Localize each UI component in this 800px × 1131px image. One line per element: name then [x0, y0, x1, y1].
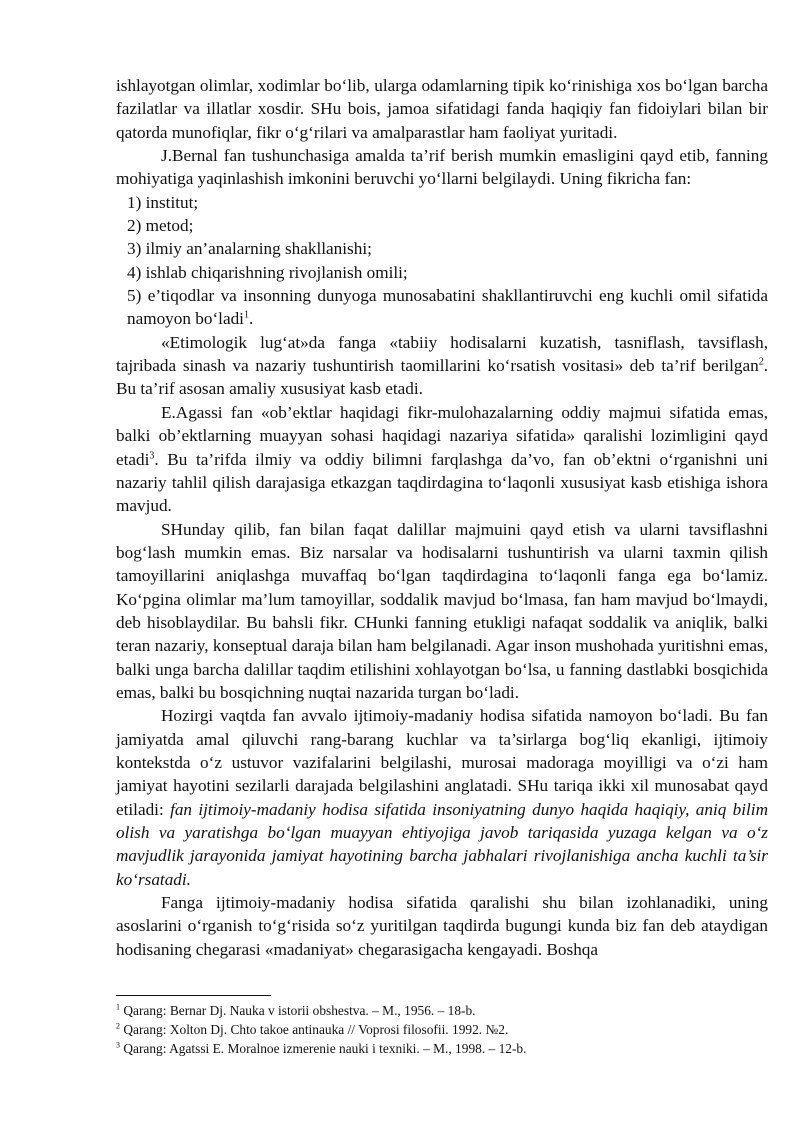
footnote-number: 3	[116, 1040, 120, 1050]
social-text: Hozirgi vaqtda fan avvalo ijtimoiy-madaniy hodisa sifatida namoyon bo‘ladi. Bu fan jamiyatda amal qiluvchi rang-barang kuchlar va ta’sirlarga bog‘liq ekanligi, ijtimoiy kontekstda o‘z ustuvor vazifalarini belgilashi, murosai madoraga moyilligi va o‘zi ham jamiyat hayotini sezilarli darajada belgilashini anglatadi. SHu tariqa ikki xil munosabat qayd etiladi:	[116, 706, 768, 819]
agassi-text: E.Agassi fan «ob’ektlar haqidagi fikr-mulohazalarning oddiy majmui sifatida emas, balki ob’ektlarning muayyan sohasi haqidagi nazariya sifatida» qaralishi lozimligini qayd etadi	[116, 402, 768, 469]
paragraph-social	[116, 704, 768, 891]
footnote-number: 1	[116, 1002, 120, 1012]
list-item: 1) institut;	[127, 192, 199, 212]
agassi-text-end: . Bu ta’rifda ilmiy va oddiy bilimni farqlashga da’vo, fan ob’ektni o‘rganishni uni nazariy tahlil qilish darajasiga etkazgan taqdirdagina to‘laqonli xususiyat kasb etishiga ishora mavjud.	[116, 449, 768, 516]
footnote-text: Qarang: Xolton Dj. Chto takoe antinauka // Voprosi filosofii. 1992. №2.	[120, 1022, 509, 1037]
footnote-ref-3: 3	[149, 449, 155, 461]
paragraph-1: ishlayotgan olimlar, xodimlar bo‘lib, ularga odamlarning tipik ko‘rinishiga xos bo‘lgan barcha fazilatlar va illatlar xosdir. SHu bois, jamoa sifatidagi fanda haqiqiy fan fidoiylari bilan bir qatorda munofiqlar, fikr o‘g‘rilari va amalparastlar ham faoliyat yuritadi.	[116, 76, 768, 142]
list-item: 2) metod;	[127, 216, 194, 236]
etymology-text: «Etimologik lug‘at»da fanga «tabiiy hodisalarni kuzatish, tasniflash, tavsiflash, tajribada sinash va nazariy tushuntirish taomillarini ko‘rsatish vositasi» deb ta’rif berilgan	[116, 332, 768, 376]
body-text	[116, 74, 768, 961]
paragraph-culture: Fanga ijtimoiy-madaniy hodisa sifatida qaralishi shu bilan izohlanadiki, uning asoslarini o‘rganish to‘g‘risida so‘z yuritilgan taqdirda bugungi kunda biz fan deb ataydigan hodisaning chegarasi «madaniyat» chegarasigacha kengayadi. Boshqa	[116, 893, 768, 959]
list-item: 4) ishlab chiqarishning rivojlanish omili;	[127, 262, 408, 282]
paragraph-conclusion: SHunday qilib, fan bilan faqat dalillar majmuini qayd etish va ularni tavsiflashni bog‘lash mumkin emas. Biz narsalar va hodisalarni tushuntirish va ularni taxmin qilish tamoyillarini aniqlashga muvaffaq bo‘lgan taqdirdagina to‘laqonli fanga ega bo‘lamiz. Ko‘pgina olimlar ma’lum tamoyillar, soddalik mavjud bo‘lmasa, fan ham mavjud bo‘lmaydi, deb hisoblaydilar. Bu bahsli fikr. CHunki fanning etukligi nafaqat soddalik va aniqlik, balki teran nazariy, konseptual daraja bilan ham belgilanadi. Agar inson mushohada yuritishni emas, balki unga barcha dalillar taqdim etilishini xohlayotgan bo‘lsa, u fanning dastlabki bosqichida emas, balki bu bosqichning nuqtai nazarida turgan bo‘ladi.	[116, 519, 768, 702]
paragraph-bernal: J.Bernal fan tushunchasiga amalda ta’rif berish mumkin emasligini qayd etib, fanning mohiyatiga yaqinlashish imkonini beruvchi yo‘llarni belgilaydi. Uning fikricha fan:	[116, 146, 768, 189]
footnote-ref-2: 2	[758, 356, 764, 368]
paragraph-agassi	[116, 401, 768, 518]
footnote-text: Qarang: Agatssi E. Moralnoe izmerenie nauki i texniki. – M., 1998. – 12-b.	[120, 1041, 527, 1056]
footnote-number: 2	[116, 1021, 120, 1031]
paragraph-etymology	[116, 331, 768, 401]
social-italic-text: fan ijtimoiy-madaniy hodisa sifatida insoniyatning dunyo haqida haqiqiy, aniq bilim olish va yaratishga bo‘lgan muayyan ehtiyojiga javob tariqasida yuzaga kelgan va o‘z mavjudlik jarayonida jamiyat hayotining barcha jabhalari rivojlanishiga ancha kuchli ta’sir ko‘rsatadi.	[116, 799, 768, 889]
footnote-1	[116, 1003, 768, 1019]
footnote-ref-1: 1	[243, 309, 249, 321]
list-item-5: 5) e’tiqodlar va insonning dunyoga munosabatini shakllantiruvchi eng kuchli omil sifatida namoyon bo‘ladi$^1$.	[127, 286, 768, 329]
list-item-5-text: 5) e’tiqodlar va insonning dunyoga munosabatini shakllantiruvchi eng kuchli omil sifatida namoyon bo‘ladi	[127, 286, 768, 329]
footnote-divider	[116, 995, 271, 996]
etymology-text-end: . Bu ta’rif asosan amaliy xususiyat kasb etadi.	[116, 356, 768, 399]
footnote-2	[116, 1022, 768, 1038]
footnote-3	[116, 1041, 768, 1057]
footnote-text: Qarang: Bernar Dj. Nauka v istorii obshestva. – M., 1956. – 18-b.	[120, 1003, 476, 1018]
list-item: 3) ilmiy an’analarning shakllanishi;	[127, 239, 372, 259]
